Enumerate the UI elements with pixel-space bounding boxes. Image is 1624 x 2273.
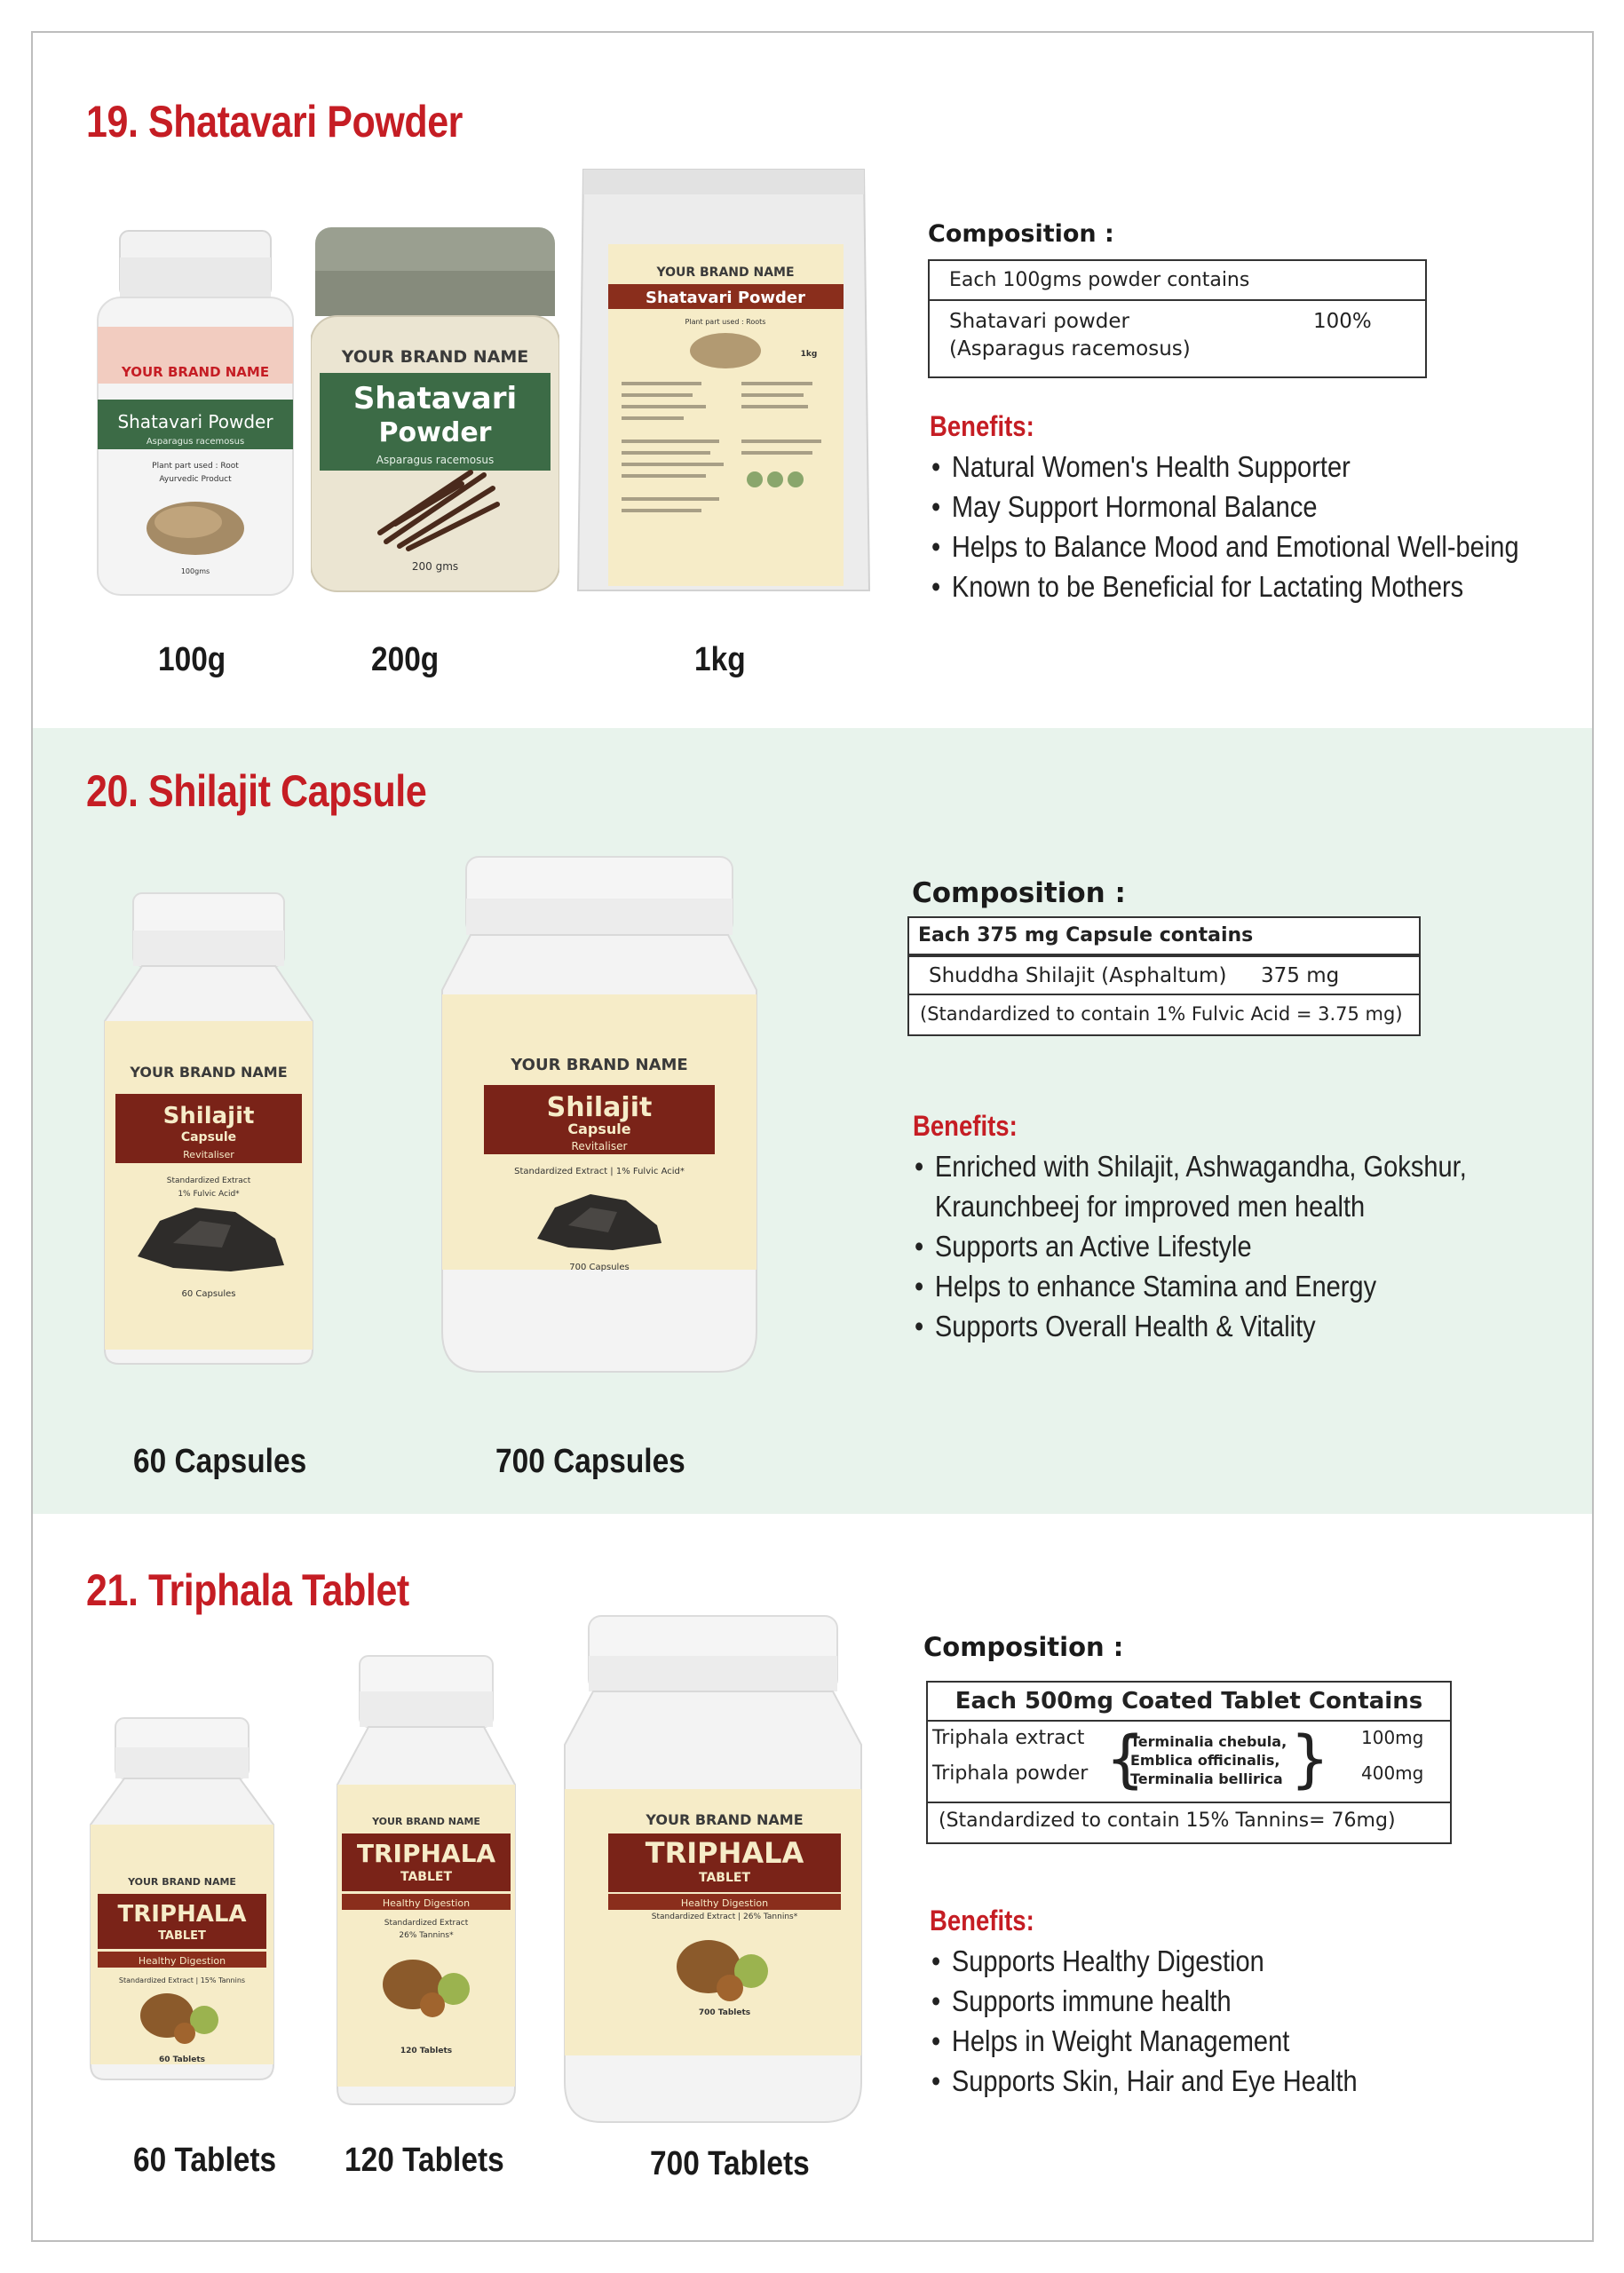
benefit-item: • Supports Skin, Hair and Eye Health [931, 2061, 1358, 2101]
benefit-item: • Helps to Balance Mood and Emotional Well-being [931, 527, 1519, 566]
composition-table-header: Each 100gms powder contains [930, 261, 1425, 301]
label-tag-text: Revitaliser [183, 1149, 234, 1160]
jar-note-text: Ayurvedic Product [159, 475, 232, 484]
composition-table-shilajit [907, 916, 1421, 1044]
ingredient-amount: 375 mg [1261, 964, 1340, 987]
triphala-bottle-700-image [558, 1612, 868, 2131]
label-product-text: Shilajit [162, 1103, 255, 1129]
size-label-1kg: 1kg [694, 641, 746, 678]
benefit-item: • May Support Hormonal Balance [931, 487, 1519, 527]
label-tag-text: Healthy Digestion [382, 1897, 471, 1909]
benefit-item: • Supports immune health [931, 1981, 1358, 2021]
benefits-list [915, 1146, 1467, 1346]
label-std-line2: 26% Tannins* [399, 1931, 454, 1940]
benefit-item: • Helps to enhance Stamina and Energy [915, 1266, 1467, 1306]
label-std-line1: Standardized Extract [384, 1919, 469, 1928]
size-label-120-tablets: 120 Tablets [345, 2142, 504, 2179]
benefits-heading: Benefits: [930, 1905, 1034, 1936]
ingredient-name: Shuddha Shilajit (Asphaltum) [929, 964, 1227, 987]
shilajit-bottle-700-image [435, 852, 764, 1381]
herb-name: Emblica officinalis, [1130, 1752, 1280, 1769]
pouch-qty-text: 1kg [800, 350, 818, 359]
triphala-bottle-60-image [80, 1714, 284, 2087]
benefit-item: • Supports Overall Health & Vitality [915, 1306, 1467, 1346]
label-brand-text: YOUR BRAND NAME [372, 1816, 480, 1827]
composition-table-header: Each 375 mg Capsule contains [907, 916, 1421, 955]
label-product-text: TRIPHALA [117, 1901, 247, 1928]
label-type-text: Capsule [567, 1121, 631, 1137]
jar-part-text: Plant part used : Root [152, 462, 239, 471]
composition-table-shatavari [928, 259, 1427, 378]
ingredient-amount: 100% [1313, 310, 1372, 333]
label-qty-text: 60 Tablets [158, 2055, 206, 2064]
jar-brand-text: YOUR BRAND NAME [341, 347, 529, 367]
composition-heading: Composition : [923, 1632, 1124, 1662]
jar-qty-text: 200 gms [411, 560, 459, 573]
label-product-text: TRIPHALA [645, 1836, 804, 1870]
label-product-text: TRIPHALA [356, 1839, 496, 1868]
composition-heading: Composition : [912, 877, 1126, 909]
section-title-triphala: 21. Triphala Tablet [86, 1565, 409, 1615]
brace-right-icon: } [1290, 1723, 1330, 1795]
shilajit-bottle-60-image [89, 888, 329, 1372]
label-tag-text: Revitaliser [571, 1140, 628, 1152]
size-label-60-tablets: 60 Tablets [133, 2142, 277, 2179]
size-label-60-capsules: 60 Capsules [133, 1443, 307, 1480]
composition-row [907, 955, 1421, 995]
shatavari-jar-100g-image [89, 222, 302, 604]
composition-standard-note: (Standardized to contain 15% Tannins= 76mg) [939, 1810, 1396, 1832]
jar-product-text: Shatavari Powder [117, 411, 273, 432]
label-qty-text: 700 Tablets [698, 2008, 751, 2017]
size-label-700-capsules: 700 Capsules [495, 1443, 685, 1480]
ingredient-name: Shatavari powder [949, 310, 1129, 333]
jar-brand-text: YOUR BRAND NAME [121, 364, 270, 380]
benefit-item: • Enriched with Shilajit, Ashwagandha, Gokshur, [915, 1146, 1467, 1186]
benefit-item: • Helps in Weight Management [931, 2021, 1358, 2061]
benefits-list [931, 1941, 1358, 2101]
label-brand-text: YOUR BRAND NAME [130, 1064, 288, 1081]
pouch-brand-text: YOUR BRAND NAME [656, 265, 795, 280]
size-label-700-tablets: 700 Tablets [650, 2145, 810, 2182]
section-title-shatavari: 19. Shatavari Powder [86, 97, 463, 147]
ingredient-amount: 400mg [1361, 1762, 1424, 1784]
label-type-text: TABLET [158, 1929, 206, 1943]
label-brand-text: YOUR BRAND NAME [646, 1811, 804, 1828]
ingredient-latin: (Asparagus racemosus) [949, 337, 1191, 360]
label-qty-text: 60 Capsules [181, 1289, 236, 1299]
pouch-part-text: Plant part used : Roots [685, 318, 766, 326]
label-std-line1: Standardized Extract [166, 1176, 251, 1185]
label-qty-text: 700 Capsules [569, 1263, 630, 1272]
composition-heading: Composition : [928, 220, 1114, 248]
shatavari-jar-200g-image [311, 222, 559, 604]
label-std-text: Standardized Extract | 15% Tannins [118, 1976, 246, 1984]
benefits-heading: Benefits: [930, 410, 1034, 442]
label-tag-text: Healthy Digestion [138, 1955, 226, 1967]
jar-sub-text: Asparagus racemosus [376, 454, 495, 466]
benefit-item: • Known to be Beneficial for Lactating Mothers [931, 566, 1519, 606]
herb-name: Terminalia chebula, [1130, 1733, 1287, 1750]
ingredient-name: Triphala extract [932, 1727, 1085, 1749]
composition-rows [928, 1722, 1450, 1803]
jar-sub-text: Asparagus racemosus [146, 437, 245, 447]
benefit-item-continued: Kraunchbeej for improved men health [934, 1190, 1366, 1223]
label-std-text: Standardized Extract | 26% Tannins* [651, 1913, 798, 1921]
size-label-200g: 200g [371, 641, 440, 678]
label-tag-text: Healthy Digestion [680, 1897, 769, 1909]
herb-name: Terminalia bellirica [1130, 1770, 1283, 1787]
jar-product-line1: Shatavari [353, 381, 518, 416]
pouch-product-text: Shatavari Powder [645, 289, 806, 307]
benefits-heading: Benefits: [913, 1110, 1018, 1142]
benefit-item: • Natural Women's Health Supporter [931, 447, 1519, 487]
label-type-text: Capsule [180, 1130, 237, 1144]
section-title-shilajit: 20. Shilajit Capsule [86, 766, 427, 816]
jar-qty-text: 100gms [180, 567, 210, 575]
brace-left-icon: { [1105, 1723, 1145, 1795]
label-type-text: TABLET [698, 1871, 751, 1885]
label-std-text: Standardized Extract | 1% Fulvic Acid* [514, 1167, 685, 1176]
label-brand-text: YOUR BRAND NAME [128, 1876, 236, 1888]
label-product-text: Shilajit [546, 1092, 653, 1123]
ingredient-amount: 100mg [1361, 1727, 1424, 1748]
jar-product-line2: Powder [378, 417, 492, 448]
label-qty-text: 120 Tablets [400, 2047, 453, 2055]
ingredient-name: Triphala powder [932, 1762, 1089, 1785]
triphala-bottle-120-image [324, 1651, 528, 2113]
label-brand-text: YOUR BRAND NAME [511, 1056, 688, 1074]
benefit-item: • Supports Healthy Digestion [931, 1941, 1358, 1981]
composition-row [930, 301, 1425, 376]
composition-table-header: Each 500mg Coated Tablet Contains [928, 1683, 1450, 1722]
size-label-100g: 100g [158, 641, 226, 678]
benefits-list [931, 447, 1519, 606]
shatavari-pouch-1kg-image [573, 164, 875, 599]
herb-list [1130, 1732, 1287, 1788]
composition-standard-note: (Standardized to contain 1% Fulvic Acid = 3.75 mg) [907, 995, 1421, 1036]
benefit-item: • Supports an Active Lifestyle [915, 1226, 1467, 1266]
label-type-text: TABLET [400, 1870, 453, 1884]
label-std-line2: 1% Fulvic Acid* [178, 1190, 240, 1199]
composition-table-triphala [926, 1681, 1452, 1844]
